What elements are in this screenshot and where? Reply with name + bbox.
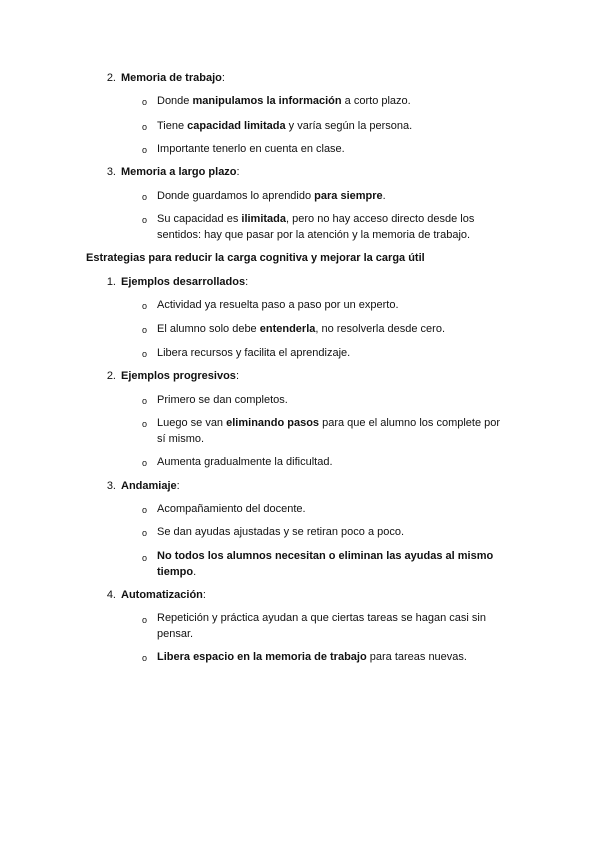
list-item: Luego se van eliminando pasos para que el alumno los complete por sí mismo. (157, 417, 501, 445)
section-title: Andamiaje: (121, 480, 180, 492)
bullet-icon: o (142, 215, 148, 225)
list-number: 1. (106, 276, 116, 288)
bullet-icon: o (142, 301, 148, 311)
list-item: Libera recursos y facilita el aprendizaje. (157, 347, 351, 359)
section-heading: Estrategias para reducir la carga cognitiva y mejorar la carga útil (86, 252, 425, 264)
bullet-icon: o (142, 528, 148, 538)
list-item: Donde guardamos lo aprendido para siempre. (157, 190, 386, 202)
bullet-icon: o (142, 505, 148, 515)
bullet-icon: o (142, 396, 148, 406)
list-item: Repetición y práctica ayudan a que ciertas tareas se hagan casi sin pensar. (157, 612, 486, 640)
list-item: Actividad ya resuelta paso a paso por un experto. (157, 299, 399, 311)
list-number: 3. (106, 480, 116, 492)
list-item: Primero se dan completos. (157, 394, 288, 406)
bullet-icon: o (142, 97, 148, 107)
list-item: Se dan ayudas ajustadas y se retiran poco a poco. (157, 526, 405, 538)
bullet-icon: o (142, 615, 148, 625)
list-number: 4. (106, 589, 116, 601)
bullet-icon: o (142, 458, 148, 468)
list-number: 3. (106, 166, 116, 178)
bullet-icon: o (142, 419, 148, 429)
list-number: 2. (106, 370, 116, 382)
bullet-icon: o (142, 192, 148, 202)
list-number: 2. (106, 72, 116, 84)
section-title: Memoria de trabajo: (121, 72, 225, 84)
bullet-icon: o (142, 349, 148, 359)
bullet-icon: o (142, 553, 148, 563)
list-item: Importante tenerlo en cuenta en clase. (157, 143, 345, 155)
section-title: Ejemplos progresivos: (121, 370, 239, 382)
list-item: Donde manipulamos la información a corto plazo. (157, 95, 411, 107)
list-item: El alumno solo debe entenderla, no resolverla desde cero. (157, 323, 446, 335)
bullet-icon: o (142, 325, 148, 335)
bullet-icon: o (142, 122, 148, 132)
bullet-icon: o (142, 145, 148, 155)
bullet-icon: o (142, 653, 148, 663)
list-item: Tiene capacidad limitada y varía según la persona. (157, 120, 413, 132)
section-title: Automatización: (121, 589, 206, 601)
section-title: Ejemplos desarrollados: (121, 276, 249, 288)
list-item: Libera espacio en la memoria de trabajo para tareas nuevas. (157, 651, 467, 663)
list-item: Aumenta gradualmente la dificultad. (157, 456, 333, 468)
section-title: Memoria a largo plazo: (121, 166, 240, 178)
list-item: No todos los alumnos necesitan o eliminan las ayudas al mismo tiempo. (157, 550, 494, 578)
list-item: Acompañamiento del docente. (157, 503, 306, 515)
list-item: Su capacidad es ilimitada, pero no hay acceso directo desde los sentidos: hay que pasar por la atención y la memoria de trabajo. (157, 213, 475, 241)
